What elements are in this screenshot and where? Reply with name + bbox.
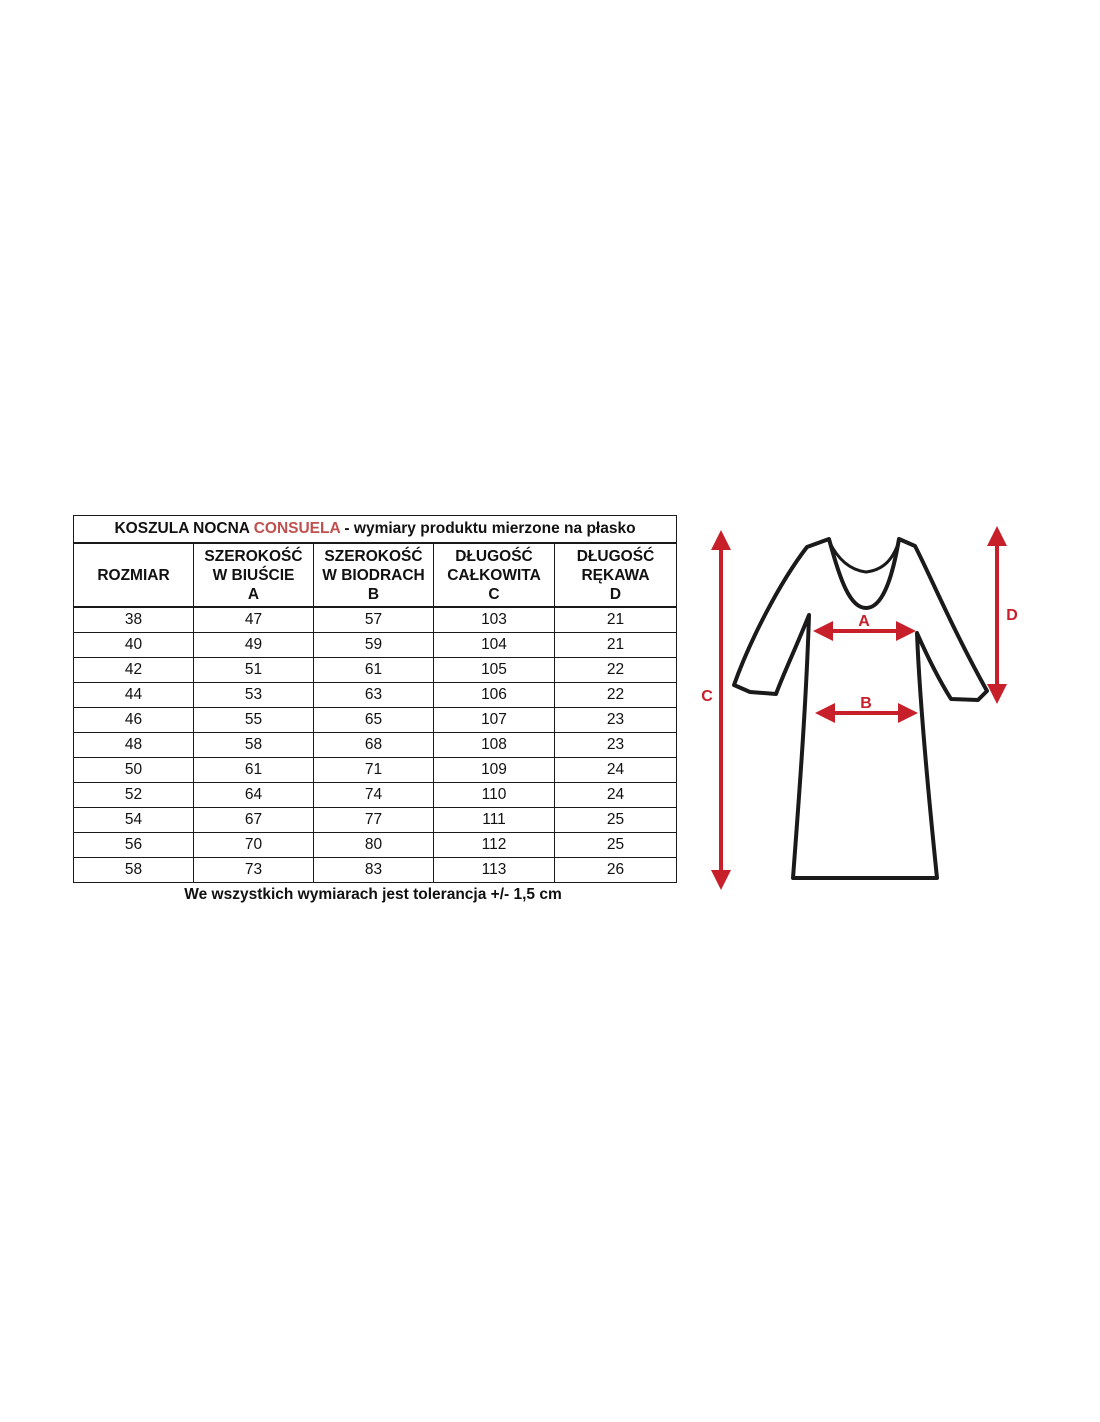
table-cell: 47 [194,607,314,633]
table-row [74,758,677,783]
tolerance-note: We wszystkich wymiarach jest tolerancja +/- 1,5 cm [184,886,562,903]
column-header [434,543,555,607]
column-header-line: CAŁKOWITA [447,566,541,584]
table-cell: 111 [434,808,555,833]
table-cell: 44 [74,683,194,708]
table-cell: 112 [434,833,555,858]
table-row [74,683,677,708]
size-table [73,515,677,883]
table-cell: 25 [555,808,677,833]
column-header-line: D [609,585,622,603]
table-cell: 49 [194,633,314,658]
table-cell: 58 [74,858,194,883]
table-cell: 22 [555,683,677,708]
table-cell: 106 [434,683,555,708]
table-cell: 57 [314,607,434,633]
table-cell: 46 [74,708,194,733]
table-row [74,858,677,883]
table-cell: 77 [314,808,434,833]
table-cell: 68 [314,733,434,758]
table-cell: 50 [74,758,194,783]
table-cell: 23 [555,733,677,758]
column-header-line: DŁUGOŚĆ [455,547,533,565]
label-a: A [858,613,870,630]
column-header-line: A [247,585,260,603]
table-cell: 21 [555,633,677,658]
table-cell: 65 [314,708,434,733]
table-cell: 56 [74,833,194,858]
table-cell: 71 [314,758,434,783]
table-row [74,833,677,858]
title-prefix: KOSZULA NOCNA [114,520,250,537]
table-cell: 59 [314,633,434,658]
table-cell: 103 [434,607,555,633]
column-header-line: W BIUŚCIE [212,566,295,584]
table-row [74,808,677,833]
table-cell: 58 [194,733,314,758]
column-header-line: SZEROKOŚĆ [204,547,303,565]
column-header-line: SZEROKOŚĆ [324,547,423,565]
label-d: D [1006,607,1018,624]
table-row [74,607,677,633]
column-header-line: RĘKAWA [581,566,650,584]
header-row [74,543,677,607]
table-row [74,658,677,683]
table-cell: 40 [74,633,194,658]
table-cell: 61 [314,658,434,683]
table-cell: 83 [314,858,434,883]
table-row [74,783,677,808]
table-cell: 104 [434,633,555,658]
table-cell: 61 [194,758,314,783]
table-cell: 108 [434,733,555,758]
table-body [74,607,677,883]
table-cell: 23 [555,708,677,733]
table-row [74,708,677,733]
label-c: C [701,688,713,705]
table-cell: 22 [555,658,677,683]
table-cell: 74 [314,783,434,808]
nightgown-diagram [690,520,1030,900]
column-header [74,543,194,607]
table-cell: 24 [555,758,677,783]
neckline [829,541,899,572]
table-row [74,733,677,758]
column-header-line: C [488,585,500,603]
table-cell: 52 [74,783,194,808]
title-brand: CONSUELA [253,520,341,537]
table-cell: 54 [74,808,194,833]
column-header [555,543,677,607]
table-cell: 51 [194,658,314,683]
column-header-line: B [367,585,380,603]
table-cell: 63 [314,683,434,708]
column-header [314,543,434,607]
table-title [74,516,677,544]
table-cell: 64 [194,783,314,808]
column-header [194,543,314,607]
table-cell: 26 [555,858,677,883]
table-cell: 107 [434,708,555,733]
table-cell: 25 [555,833,677,858]
table-cell: 42 [74,658,194,683]
table-cell: 21 [555,607,677,633]
table-cell: 109 [434,758,555,783]
table-cell: 55 [194,708,314,733]
table-cell: 70 [194,833,314,858]
column-header-line: DŁUGOŚĆ [576,547,655,565]
table-cell: 110 [434,783,555,808]
title-suffix: - wymiary produktu mierzone na płasko [344,520,636,537]
table-cell: 105 [434,658,555,683]
table-cell: 113 [434,858,555,883]
table-cell: 38 [74,607,194,633]
table-cell: 73 [194,858,314,883]
column-header-line: W BIODRACH [322,566,425,584]
table-cell: 67 [194,808,314,833]
table-cell: 24 [555,783,677,808]
column-header-line: ROZMIAR [97,566,170,584]
table-cell: 80 [314,833,434,858]
table-cell: 53 [194,683,314,708]
label-b: B [860,695,872,712]
table-cell: 48 [74,733,194,758]
table-row [74,633,677,658]
